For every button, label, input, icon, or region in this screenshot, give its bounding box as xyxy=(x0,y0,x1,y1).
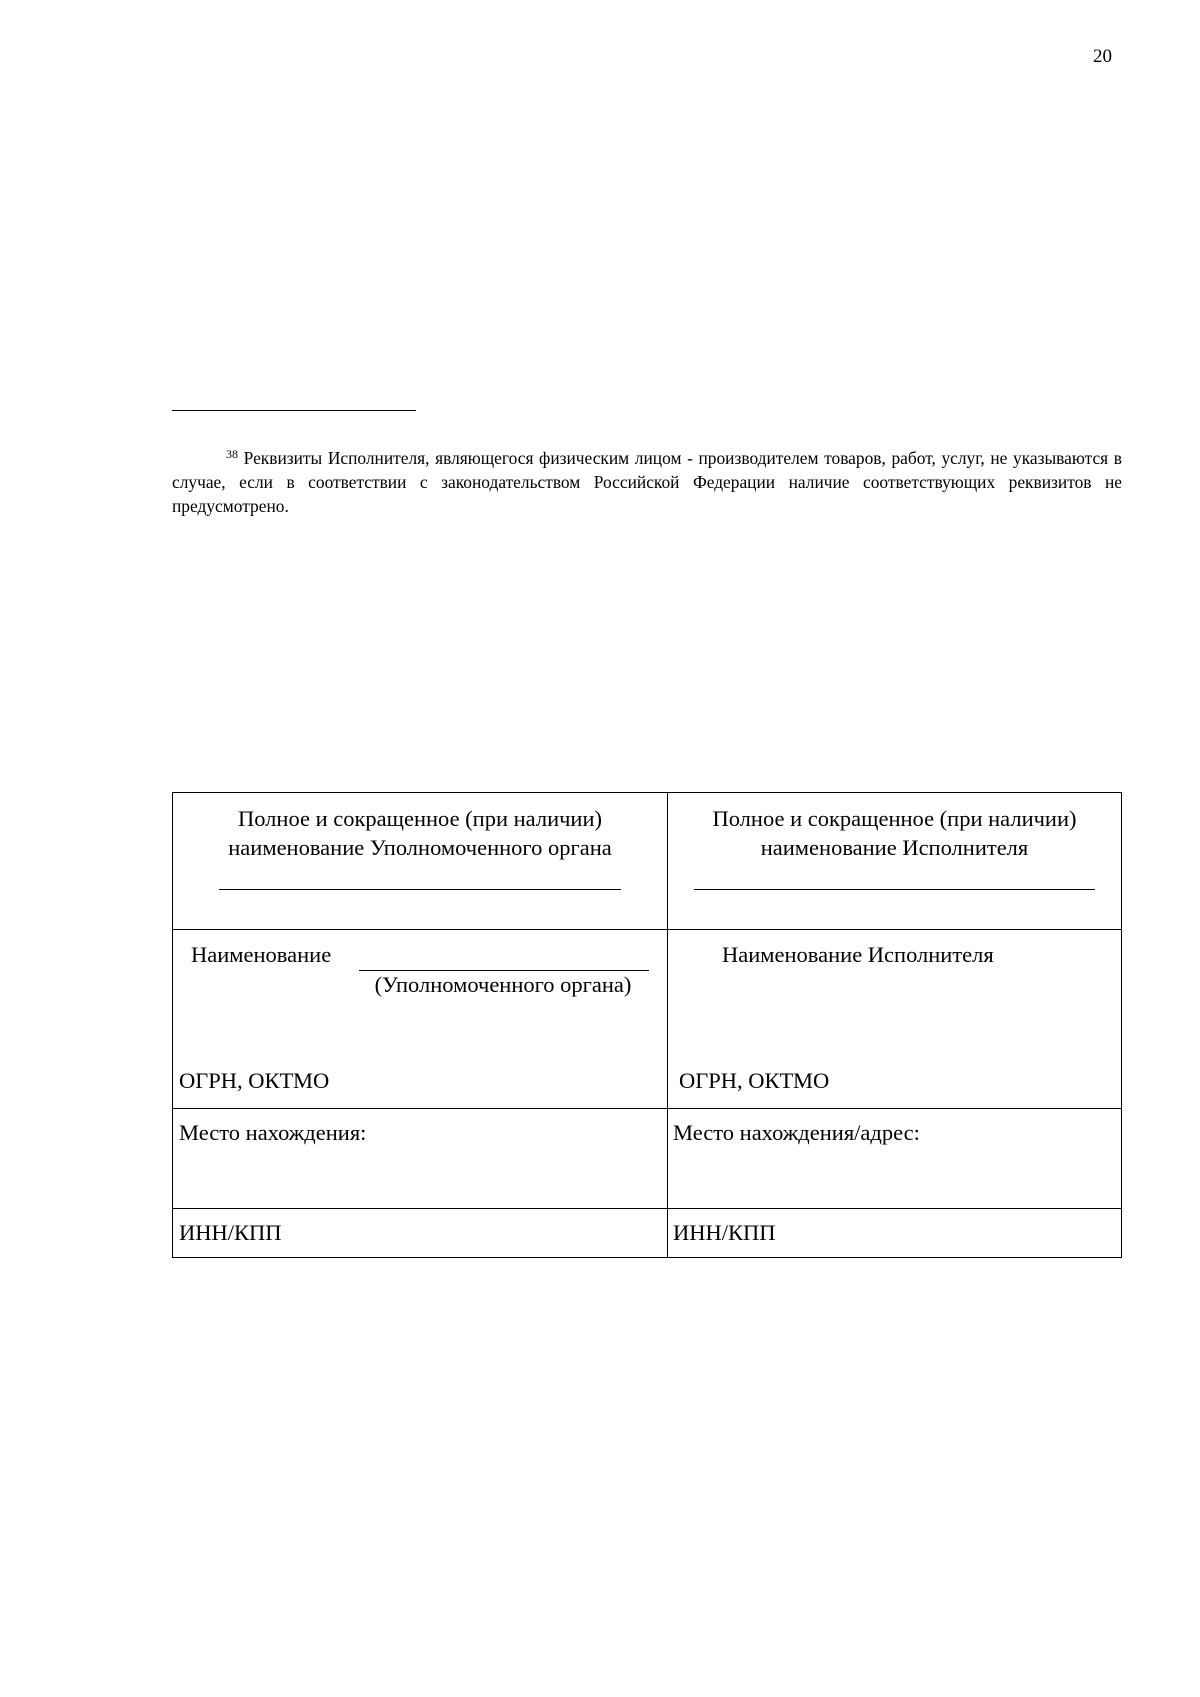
table-row xyxy=(173,793,1122,930)
executor-heading-line-2: наименование Исполнителя xyxy=(760,835,1029,860)
authority-name-signature-line xyxy=(359,970,649,971)
footnote xyxy=(172,446,1122,518)
executor-name-blank-line xyxy=(694,889,1095,890)
footnote-separator xyxy=(172,410,416,411)
page-number: 20 xyxy=(1093,46,1112,67)
footnote-text: Реквизиты Исполнителя, являющегося физическим лицом - производителем товаров, работ, услуг, не указываются в случае, если в соответствии с законодательством Российской Федерации наличие соответствующих реквизитов не предусмотрено. xyxy=(172,448,1122,516)
executor-address-label: Место нахождения/адрес: xyxy=(673,1120,920,1145)
executor-address-cell xyxy=(668,1109,1122,1209)
authority-address-label: Место нахождения: xyxy=(179,1120,367,1145)
executor-full-name-heading xyxy=(668,793,1121,862)
authority-inn-cell xyxy=(173,1209,668,1258)
authority-name-caption: (Уполномоченного органа) xyxy=(374,972,632,997)
authority-name-cell xyxy=(173,930,668,1109)
executor-name-label: Наименование Исполнителя xyxy=(722,942,994,967)
authority-inn-label: ИНН/КПП xyxy=(179,1220,282,1245)
authority-name-blank-line xyxy=(219,889,621,890)
authority-address-cell xyxy=(173,1109,668,1209)
authority-heading-line-2: наименование Уполномоченного органа xyxy=(228,835,612,860)
executor-heading-line-1: Полное и сокращенное (при наличии) xyxy=(712,806,1077,831)
executor-full-name-cell xyxy=(668,793,1122,930)
authority-full-name-cell xyxy=(173,793,668,930)
authority-heading-line-1: Полное и сокращенное (при наличии) xyxy=(237,806,603,831)
authority-name-label: Наименование xyxy=(191,942,332,967)
requisites-table xyxy=(172,792,1122,1258)
executor-inn-cell xyxy=(668,1209,1122,1258)
executor-name-cell xyxy=(668,930,1122,1109)
authority-full-name-heading xyxy=(173,793,667,862)
table-row xyxy=(173,1109,1122,1209)
authority-ogrn-label: ОГРН, ОКТМО xyxy=(179,1068,330,1093)
table-row xyxy=(173,930,1122,1109)
footnote-marker: 38 xyxy=(226,447,238,461)
executor-ogrn-label: ОГРН, ОКТМО xyxy=(679,1068,830,1093)
executor-inn-label: ИНН/КПП xyxy=(673,1220,776,1245)
table-row xyxy=(173,1209,1122,1258)
